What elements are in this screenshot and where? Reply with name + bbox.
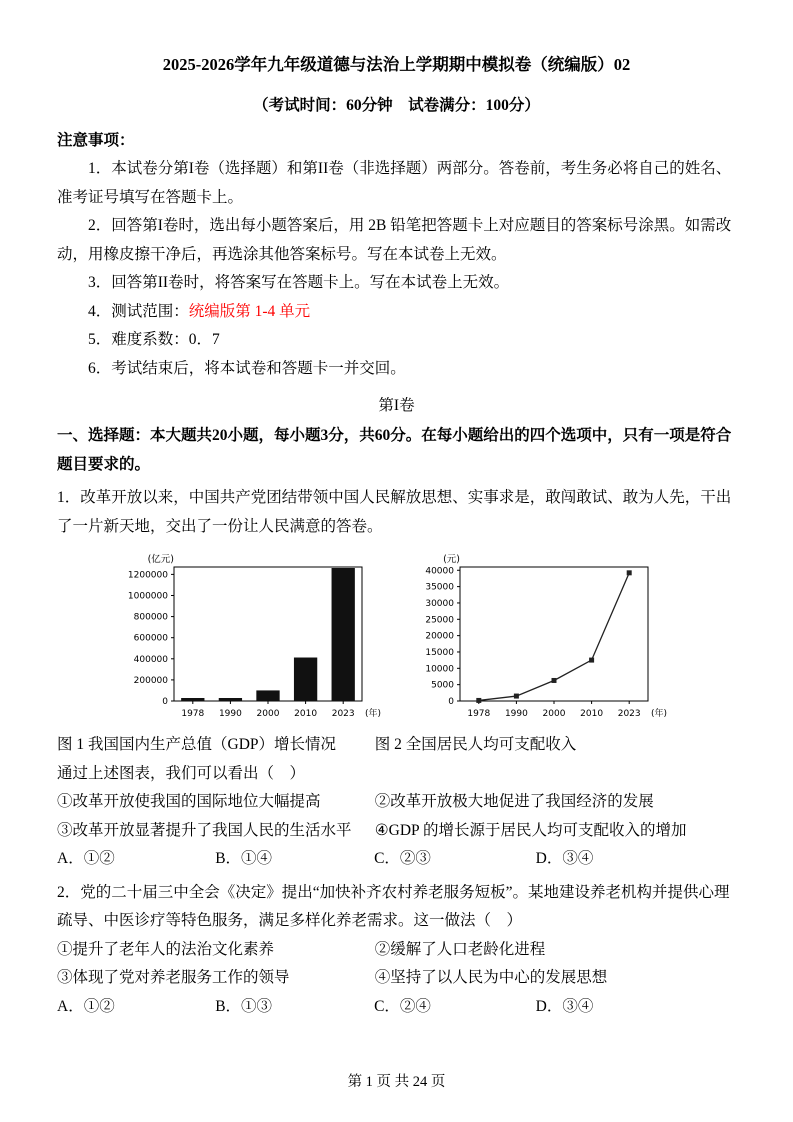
svg-text:2000: 2000	[256, 709, 279, 720]
notice-item-6: 6．考试结束后，将本试卷和答题卡一并交回。	[88, 360, 406, 377]
question-2-options-row-1	[57, 936, 736, 965]
svg-text:40000: 40000	[424, 566, 454, 577]
svg-text:1990: 1990	[218, 709, 242, 720]
svg-text:2010: 2010	[293, 709, 317, 720]
svg-text:(年): (年)	[650, 709, 667, 720]
svg-text:1000000: 1000000	[127, 591, 168, 602]
figure-charts	[57, 551, 736, 727]
svg-text:600000: 600000	[133, 633, 168, 644]
question-1-option-4: ④GDP 的增长源于居民人均可支配收入的增加	[374, 821, 687, 839]
page-footer: 第 1 页 共 24 页	[347, 1074, 446, 1091]
question-1-answer-d: D．③④	[535, 850, 594, 868]
figure-2-caption: 图 2 全国居民人均可支配收入	[374, 736, 577, 754]
question-1-options-row-1	[57, 788, 736, 817]
svg-text:(年): (年)	[364, 709, 381, 720]
question-2-option-1: ①提升了老年人的法治文化素养	[57, 940, 275, 958]
question-2-answer-c: C．②④	[374, 997, 431, 1015]
svg-text:1200000: 1200000	[127, 570, 168, 581]
svg-text:25000: 25000	[424, 615, 454, 626]
question-2-option-3: ③体现了党对养老服务工作的领导	[57, 969, 290, 987]
svg-text:2010: 2010	[579, 709, 603, 720]
question-2-answer-b: B．①③	[215, 997, 273, 1015]
income-line-chart	[404, 551, 676, 727]
svg-text:5000: 5000	[430, 680, 454, 691]
question-2-answers	[57, 993, 736, 1022]
figure-captions	[57, 731, 736, 760]
question-2-answer-a: A．①②	[57, 997, 115, 1015]
svg-text:2000: 2000	[542, 709, 565, 720]
svg-text:(元): (元)	[442, 554, 460, 566]
notice-heading: 注意事项：	[57, 131, 135, 149]
svg-text:0: 0	[447, 697, 454, 708]
section-1-heading: 一、选择题：本大题共20小题，每小题3分，共60分。在每小题给出的四个选项中，只有一项是符合题目要求的。	[57, 427, 732, 473]
question-2-option-4: ④坚持了以人民为中心的发展思想	[374, 969, 608, 987]
question-1-option-2: ②改革开放极大地促进了我国经济的发展	[374, 793, 654, 811]
question-1-lead: 通过上述图表，我们可以看出（ ）	[57, 764, 306, 782]
question-1-answers	[57, 845, 736, 874]
question-1-stem: 1．改革开放以来，中国共产党团结带领中国人民解放思想、实事求是，敢闯敢试、敢为人先，干出了一片新天地，交出了一份让人民满意的答卷。	[57, 489, 732, 535]
question-1-option-3: ③改革开放显著提升了我国人民的生活水平	[57, 821, 352, 839]
question-2-options-row-2	[57, 964, 736, 993]
notice-item-2: 2．回答第I卷时，选出每小题答案后，用 2B 铅笔把答题卡上对应题目的答案标号涂黑。如需改动，用橡皮擦干净后，再选涂其他答案标号。写在本试卷上无效。	[57, 217, 732, 263]
part-1-label: 第I卷	[378, 396, 415, 414]
svg-text:20000: 20000	[424, 631, 454, 642]
svg-text:(亿元): (亿元)	[147, 554, 174, 566]
notice-item-1: 1．本试卷分第I卷（选择题）和第II卷（非选择题）两部分。答卷前，考生务必将自己的姓名、准考证号填写在答题卡上。	[57, 160, 732, 206]
question-1-option-1: ①改革开放使我国的国际地位大幅提高	[57, 793, 321, 811]
notice-item-4	[57, 298, 736, 327]
page-title: 2025-2026学年九年级道德与法治上学期期中模拟卷（统编版）02	[162, 55, 631, 74]
svg-text:800000: 800000	[133, 612, 168, 623]
notice-item-5: 5．难度系数：0．7	[88, 331, 220, 349]
svg-text:2023: 2023	[331, 709, 355, 720]
svg-text:35000: 35000	[424, 582, 454, 593]
svg-text:1990: 1990	[504, 709, 528, 720]
svg-text:2023: 2023	[617, 709, 641, 720]
svg-text:200000: 200000	[133, 675, 168, 686]
svg-text:15000: 15000	[424, 648, 454, 659]
question-1-answer-c: C．②③	[374, 850, 431, 868]
exam-meta: （考试时间：60分钟 试卷满分：100分）	[253, 97, 540, 115]
svg-text:400000: 400000	[133, 654, 168, 665]
question-1	[57, 484, 736, 874]
question-1-answer-b: B．①④	[215, 850, 273, 868]
question-2-option-2: ②缓解了人口老龄化进程	[374, 940, 546, 958]
question-2-answer-d: D．③④	[535, 997, 594, 1015]
question-2-stem: 2．党的二十届三中全会《决定》提出“加快补齐农村养老服务短板”。某地建设养老机构并提供心理疏导、中医诊疗等特色服务，满足多样化养老需求。这一做法（ ）	[57, 883, 730, 930]
svg-text:1978: 1978	[466, 709, 490, 720]
svg-text:10000: 10000	[424, 664, 454, 675]
question-1-answer-a: A．①②	[57, 850, 115, 868]
notice-item-4-prefix: 4．测试范围：	[88, 302, 189, 320]
svg-text:1978: 1978	[180, 709, 204, 720]
figure-1-caption: 图 1 我国国内生产总值（GDP）增长情况	[57, 736, 337, 754]
svg-text:0: 0	[161, 697, 168, 708]
notice-section	[57, 127, 736, 384]
notice-item-3: 3．回答第II卷时，将答案写在答题卡上。写在本试卷上无效。	[88, 274, 510, 292]
question-1-options-row-2	[57, 817, 736, 846]
svg-text:30000: 30000	[424, 599, 454, 610]
question-2	[57, 879, 736, 1022]
gdp-bar-chart	[118, 551, 390, 727]
notice-item-4-scope: 统编版第 1-4 单元	[188, 302, 311, 320]
